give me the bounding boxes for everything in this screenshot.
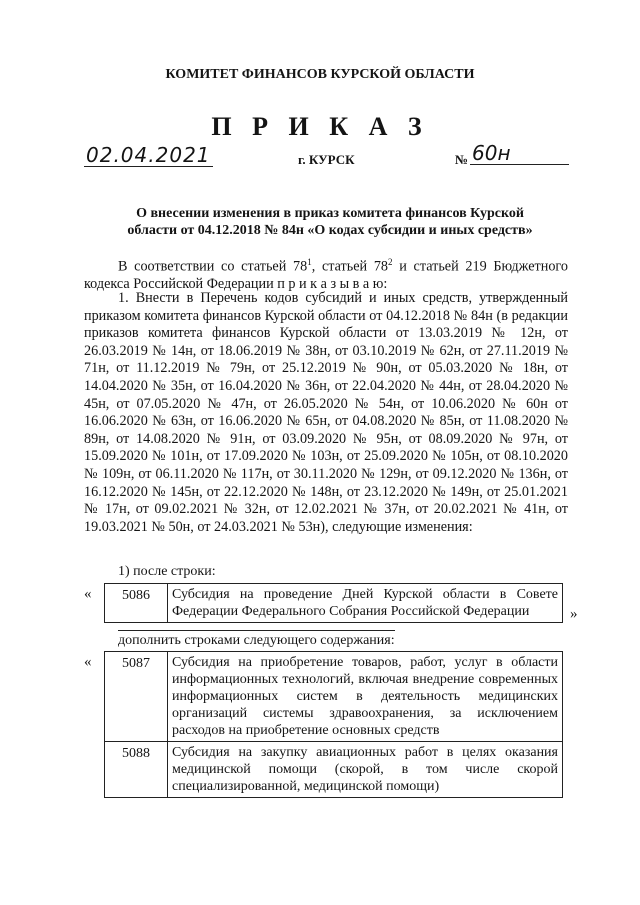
opening-quote: « [84,586,92,602]
issue-city: г. КУРСК [298,152,355,167]
order-number-handwritten: 60н [470,142,569,165]
legal-basis-paragraph [84,254,568,294]
closing-quote: » [570,606,578,622]
opening-quote-new-rows: « [84,654,92,670]
existing-code-table [104,583,563,623]
document-type-heading: П Р И К А З [211,112,429,141]
code-cell: 5088 [105,742,168,798]
legal-basis-text-2: , статьей 78 [311,258,389,275]
order-date-handwritten: 02.04.2021 [86,143,211,167]
order-subject [80,205,580,239]
table-row [105,584,563,623]
table-row [105,652,563,742]
order-subject-line-2: области от 04.12.2018 № 84н «О кодах субсидии и иных средств» [127,223,533,238]
description-cell: Субсидия на приобретение товаров, работ, услуг в области информационных технологий, включая внедрение современных информационных систем в деятельность медицинских организаций системы здравоохранения, за исключением расходов на приобретение основных средств [168,652,563,742]
item-1-paragraph: 1. Внести в Перечень кодов субсидий и иных средств, утвержденный приказом комитета финансов Курской области от 04.12.2018 № 84н (в редакции приказов комитета финансов Курской области от 13.03.2019 № 12н, от 26.03.2019 № 14н, от 18.06.2019 № 38н, от 03.10.2019 № 62н, от 27.11.2019 № 71н, от 11.12.2019 № 79н, от 25.12.2019 № 90н, от 05.03.2020 № 18н, от 14.04.2020 № 35н, от 16.04.2020 № 36н, от 22.04.2020 № 44н, от 28.04.2020 № 45н, от 07.05.2020 № 47н, от 26.05.2020 № 54н, от 10.06.2020 № 60н от 16.06.2020 № 63н, от 16.06.2020 № 65н, от 04.08.2020 № 85н, от 11.08.2020 № 89н, от 14.08.2020 № 91н, от 03.09.2020 № 95н, от 08.09.2020 № 97н, от 15.09.2020 № 101н, от 17.09.2020 № 103н, от 25.09.2020 № 105н, от 08.10.2020 № 109н, от 06.11.2020 № 117н, от 30.11.2020 № 129н, от 09.12.2020 № 136н, от 16.12.2020 № 145н, от 22.12.2020 № 148н, от 23.12.2020 № 149н, от 25.01.2021 № 17н, от 09.02.2021 № 32н, от 12.02.2021 № 37н, от 20.02.2021 № 41н, от 19.03.2021 № 50н, от 24.03.2021 № 53н), следующие изменения: [84,290,568,535]
legal-basis-text-1: В соответствии со статьей 78 [118,258,308,275]
superscript-2: 2 [388,257,393,267]
new-codes-table [104,651,563,798]
organization-name: КОМИТЕТ ФИНАНСОВ КУРСКОЙ ОБЛАСТИ [165,67,475,82]
legal-basis-text-3: и статьей 219 Бюджетного кодекса Российской Федерации п р и к а з ы в а ю: [84,258,568,293]
table-row [105,742,563,798]
superscript-1: 1 [307,257,312,267]
description-cell: Субсидия на проведение Дней Курской области в Совете Федерации Федерального Собрания Российской Федерации [168,584,563,623]
add-rows-label: дополнить строками следующего содержания: [118,630,395,649]
code-cell: 5087 [105,652,168,742]
order-subject-line-1: О внесении изменения в приказ комитета финансов Курской [136,206,524,221]
subitem-1-label: 1) после строки: [118,564,216,579]
description-cell: Субсидия на закупку авиационных работ в целях оказания медицинской помощи (скорой, в том числе скорой специализированной, медицинской помощи) [168,742,563,798]
number-sign: № [455,152,469,167]
code-cell: 5086 [105,584,168,623]
